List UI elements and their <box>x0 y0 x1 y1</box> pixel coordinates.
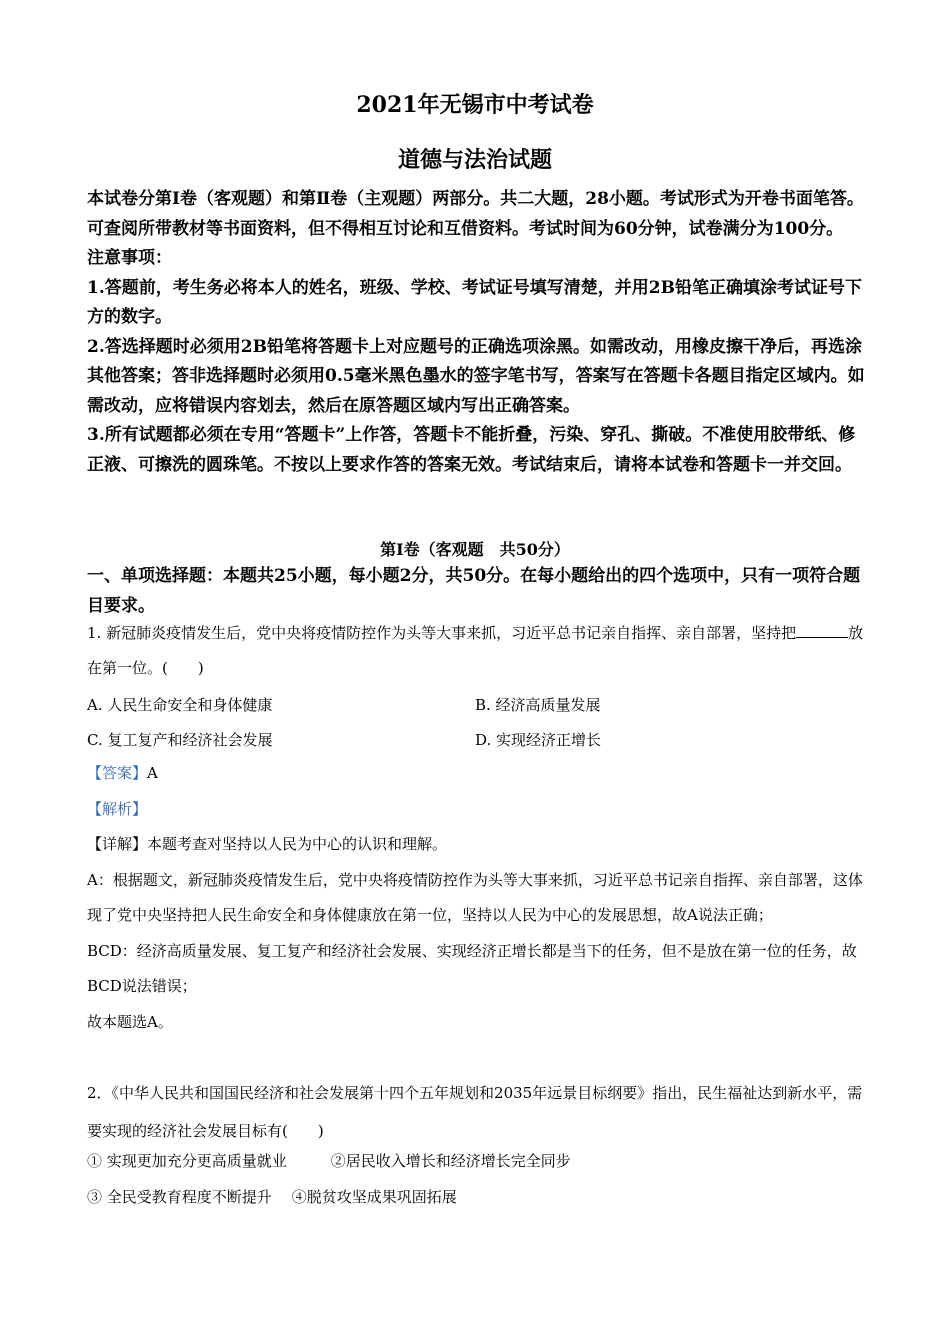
note-item: 3.所有试题都必须在专用“答题卡”上作答，答题卡不能折叠，污染、穿孔、撕破。不准使用胶带纸、修正液、可擦洗的圆珠笔。不按以上要求作答的答案无效。考试结束后，请将本试卷和答题卡一并交回。 <box>87 425 856 475</box>
option-b: B. 经济高质量发展 <box>475 696 601 714</box>
answer-tag: 【答案】 <box>87 764 148 782</box>
detail-line <box>87 827 867 863</box>
option-c: C. 复工复产和经济社会发展 <box>87 731 273 749</box>
section-title: 第Ⅰ卷（客观题 共50分） <box>380 540 570 559</box>
detail-tag: 【详解】 <box>87 835 148 853</box>
item-row <box>87 1144 867 1180</box>
item-4: ④脱贫攻坚成果巩固拓展 <box>291 1187 457 1206</box>
item-3: ③ 全民受教育程度不断提升 <box>87 1187 272 1206</box>
question-2-stem: 2．《中华人民共和国国民经济和社会发展第十四个五年规划和2035年远景目标纲要》指出，民生福祉达到新水平，需要实现的经济社会发展目标有( ) <box>87 1084 863 1140</box>
explain-a: A：根据题文，新冠肺炎疫情发生后，党中央将疫情防控作为头等大事来抓，习近平总书记亲自指挥、亲自部署，这体现了党中央坚持把人民生命安全和身体健康放在第一位，坚持以人民为中心的发展思想，故A说法正确； <box>87 870 863 924</box>
answer-line <box>87 756 867 792</box>
question-1-solution <box>87 756 867 1040</box>
item-2: ②居民收入增长和经济增长完全同步 <box>330 1152 571 1170</box>
subject-title: 道德与法治试题 <box>397 147 552 173</box>
note-item: 1.答题前，考生务必将本人的姓名，班级、学校、考试证号填写清楚，并用2B铅笔正确填涂考试证号下方的数字。 <box>87 277 862 327</box>
question-1-stem <box>87 616 867 686</box>
section-lead: 一、单项选择题：本题共25小题，每小题2分，共50分。在每小题给出的四个选项中，只有一项符合题目要求。 <box>87 566 861 616</box>
question-1-stem-part1: 1. 新冠肺炎疫情发生后，党中央将疫情防控作为头等大事来抓，习近平总书记亲自指挥、亲自部署，坚持把 <box>87 624 797 642</box>
question-1-stem-part2: 放在第一位。( ) <box>87 624 864 677</box>
answer-value: A <box>147 764 158 782</box>
conclusion: 故本题选A。 <box>87 1012 173 1031</box>
item-1: ① 实现更加充分更高质量就业 <box>87 1152 287 1170</box>
detail-text: 本题考查对坚持以人民为中心的认识和理解。 <box>147 835 448 853</box>
fill-blank <box>796 623 848 638</box>
analysis-tag: 【解析】 <box>87 799 148 818</box>
explain-bcd: BCD：经济高质量发展、复工复产和经济社会发展、实现经济正增长都是当下的任务，但不是放在第一位的任务，故BCD说法错误； <box>87 941 857 995</box>
intro-description: 本试卷分第Ⅰ卷（客观题）和第Ⅱ卷（主观题）两部分。共二大题，28小题。考试形式为开卷书面笔答。可查阅所带教材等书面资料，但不得相互讨论和互借资料。考试时间为60分钟，试卷满分为100分。 <box>87 189 864 239</box>
analysis-line <box>87 792 867 828</box>
item-row <box>87 1180 867 1216</box>
exam-intro <box>87 185 872 480</box>
notes-title: 注意事项： <box>87 248 172 268</box>
exam-title: 2021年无锡市中考试卷 <box>356 92 594 118</box>
option-a: A. 人民生命安全和身体健康 <box>87 696 273 714</box>
option-d: D. 实现经济正增长 <box>475 731 602 749</box>
note-item: 2.答选择题时必须用2B铅笔将答题卡上对应题号的正确选项涂黑。如需改动，用橡皮擦干净后，再选涂其他答案；答非选择题时必须用0.5毫米黑色墨水的签字笔书写，答案写在答题卡各题目指定区域内。如需改动，应将错误内容划去，然后在原答题区域内写出正确答案。 <box>87 336 865 416</box>
question-2-items <box>87 1144 867 1215</box>
